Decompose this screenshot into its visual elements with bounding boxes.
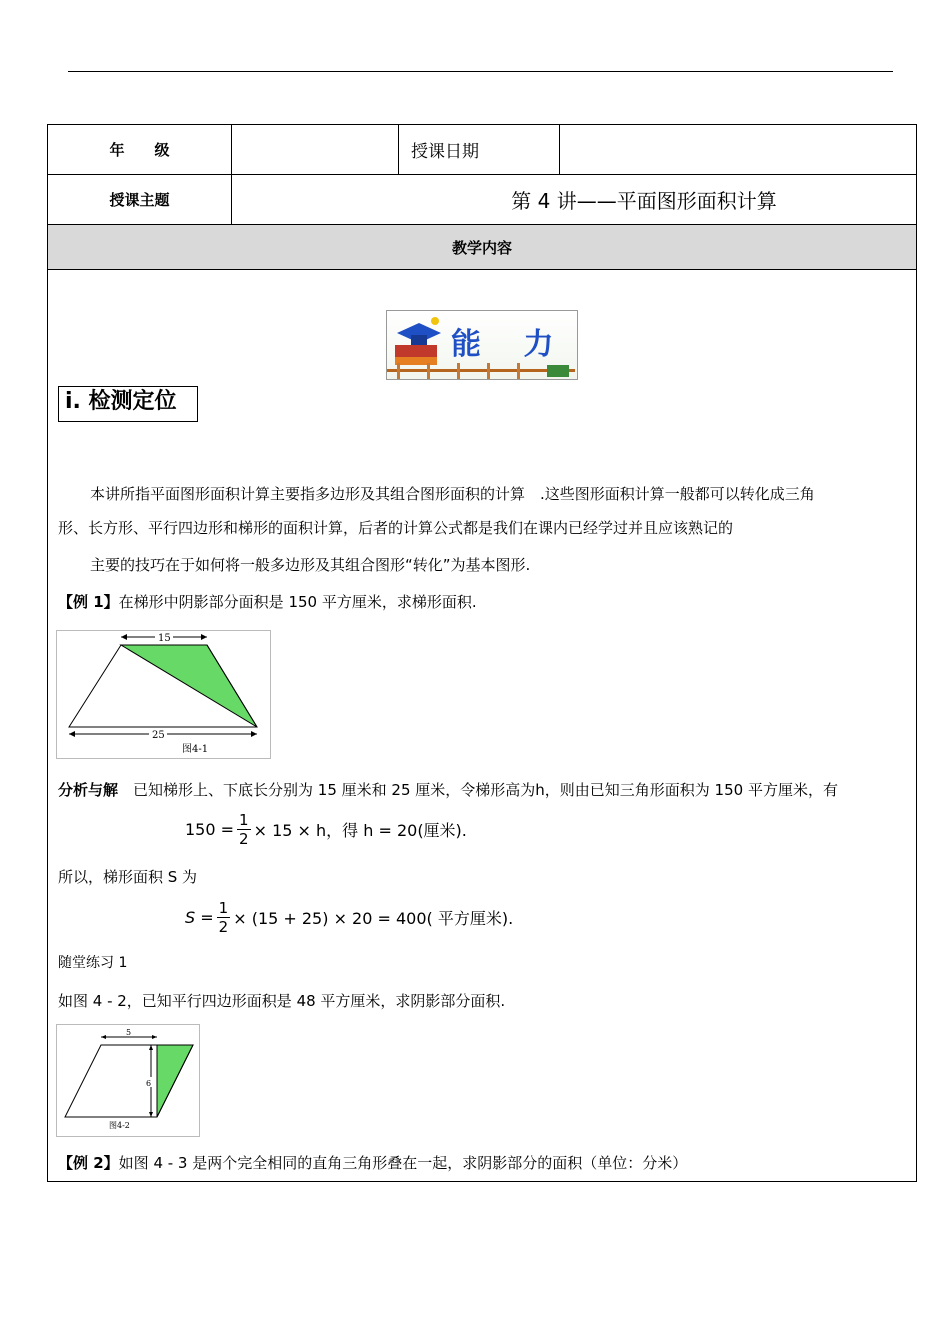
ability-badge — [386, 310, 578, 380]
example-1 — [58, 585, 908, 619]
practice-1-title: 随堂练习 1 — [58, 955, 128, 971]
grade-value — [232, 125, 399, 175]
formula-1-denominator: 2 — [239, 830, 249, 848]
formula-2-left: S = — [185, 908, 214, 927]
example-1-tag: 【例 1】 — [58, 593, 119, 611]
intro-paragraph-2: 主要的技巧在于如何将一般多边形及其组合图形“转化”为基本图形. — [90, 556, 531, 574]
so-text: 所以，梯形面积 S 为 — [58, 868, 198, 886]
intro-line-1: 本讲所指平面图形面积计算主要指多边形及其组合图形面积的计算 .这些图形面积计算一般都可以转化成三角 — [90, 485, 815, 503]
fig1-top-label: 15 — [158, 633, 171, 644]
topic-label: 授课主题 — [48, 175, 232, 225]
ability-text: 能 力 — [451, 327, 570, 362]
formula-2 — [185, 899, 513, 936]
fig2-top-label: 5 — [126, 1028, 132, 1037]
analysis — [58, 773, 908, 807]
formula-2-numerator: 1 — [218, 899, 229, 917]
formula-2-denominator: 2 — [218, 918, 229, 936]
grade-label: 年 级 — [48, 125, 232, 175]
content-cell — [48, 270, 917, 1182]
topic-value: 第 4 讲——平面图形面积计算 — [232, 175, 917, 225]
trapezoid-diagram — [57, 631, 270, 758]
fig2-side-label: 6 — [146, 1079, 152, 1088]
formula-1-numerator: 1 — [239, 811, 249, 829]
example-2-text: 如图 4 - 3 是两个完全相同的直角三角形叠在一起，求阴影部分的面积（单位：分米） — [118, 1154, 688, 1172]
fence-decoration — [387, 363, 575, 379]
figure-4-2 — [56, 1024, 200, 1137]
parallelogram-diagram — [57, 1025, 199, 1136]
example-2-tag: 【例 2】 — [58, 1154, 119, 1172]
practice-1-text: 如图 4 - 2，已知平行四边形面积是 48 平方厘米，求阴影部分面积. — [58, 992, 506, 1010]
analysis-label: 分析与解 — [58, 781, 119, 799]
intro-line-2: 形、长方形、平行四边形和梯形的面积计算，后者的计算公式都是我们在课内已经学过并且应该熟记的 — [58, 519, 734, 537]
content-header: 教学内容 — [48, 225, 917, 270]
formula-1 — [185, 811, 467, 848]
fig1-caption: 图4-1 — [182, 744, 209, 755]
formula-1-right: × 15 × h，得 h = 20(厘米). — [253, 821, 467, 840]
lesson-table — [47, 124, 917, 1182]
fig2-caption: 图4-2 — [109, 1121, 130, 1130]
section-title: i. 检测定位 — [58, 386, 198, 422]
example-1-text: 在梯形中阴影部分面积是 150 平方厘米，求梯形面积. — [118, 593, 477, 611]
formula-1-left: 150 = — [185, 820, 235, 839]
formula-2-fraction — [217, 899, 231, 936]
header-rule — [68, 71, 893, 72]
fig1-bottom-label: 25 — [152, 730, 165, 741]
analysis-text: 已知梯形上、下底长分别为 15 厘米和 25 厘米，令梯形高为h，则由已知三角形面积为 150 平方厘米，有 — [133, 781, 838, 799]
formula-1-fraction — [237, 811, 251, 848]
example-2 — [58, 1146, 908, 1180]
figure-4-1 — [56, 630, 271, 759]
formula-2-right: × (15 + 25) × 20 = 400( 平方厘米). — [233, 909, 514, 928]
date-value — [560, 125, 917, 175]
date-label: 授课日期 — [399, 125, 560, 175]
